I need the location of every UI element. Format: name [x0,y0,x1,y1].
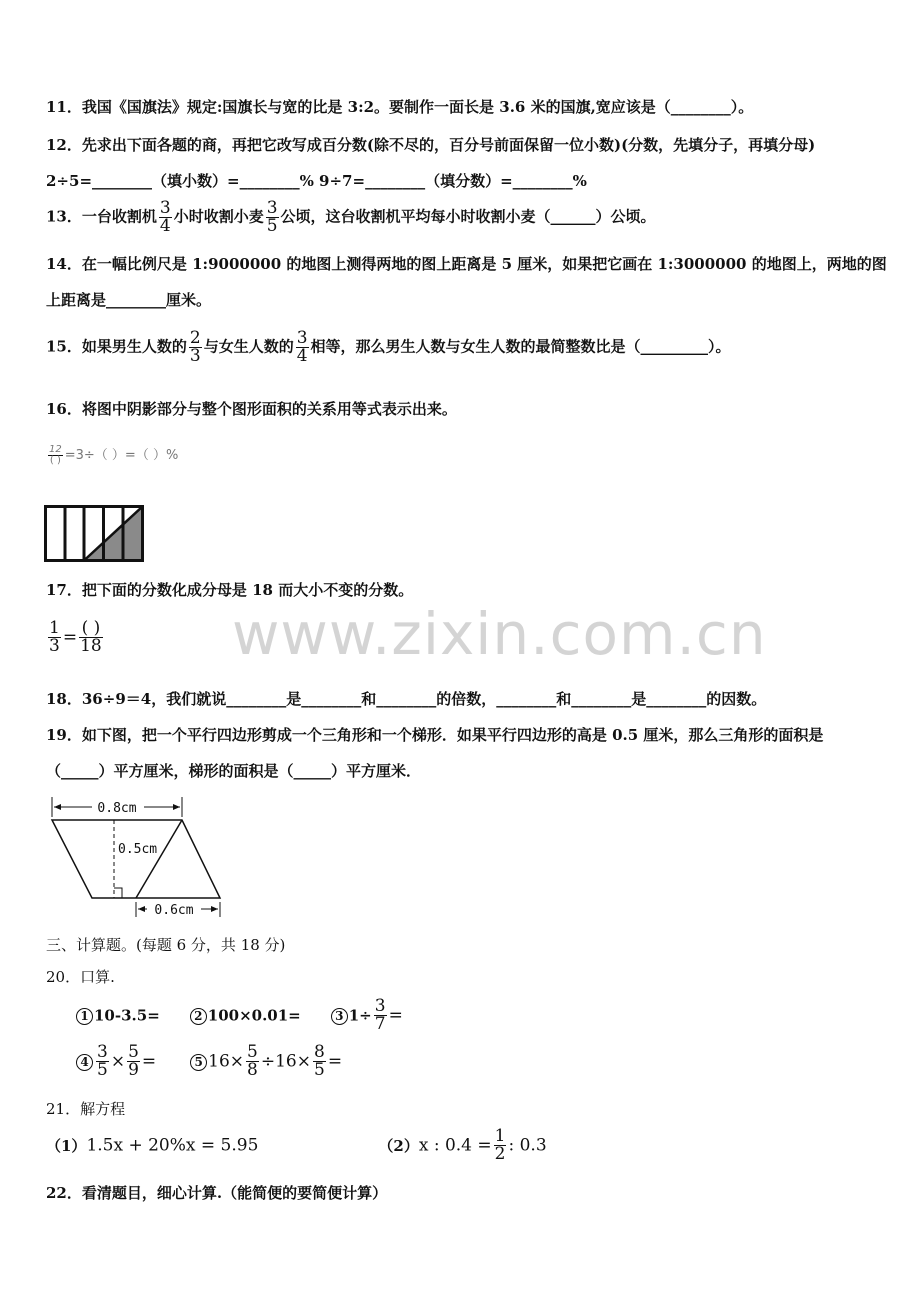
bottom-length-label: 0.6cm [154,903,194,918]
question-16: 16．将图中阴影部分与整个图形面积的关系用等式表示出来。 [46,400,457,418]
question-20: 20．口算. [46,968,115,986]
question-14-line2: 上距离是________厘米。 [46,291,212,309]
q15-fraction-2: $\frac{3}{4}$ [296,328,308,366]
q13-fraction-2: $\frac{3}{5}$ [266,198,278,236]
equation-2-prefix: x : 0.4 = [418,1135,492,1156]
q13-suffix: 公顷，这台收割机平均每小时收割小麦（______）公顷。 [280,207,656,226]
cut-line [136,820,182,898]
equation-1: 1.5x + 20%x = 5.95 [86,1135,259,1156]
question-12-line2: 2÷5=________（填小数）=________% 9÷7=________（填分数）=________% [46,172,587,190]
question-11: 11．我国《国旗法》规定:国旗长与宽的比是 3:2。要制作一面长是 3.6 米的国旗,宽应该是（________）。 [46,98,754,116]
item-1-marker: 1 [76,1008,93,1025]
q13-fraction-1: $\frac{3}{4}$ [159,198,171,236]
question-13 [46,200,656,235]
q17-left-fraction: $\frac{1}{3}$ [49,618,60,656]
q13-mid: 小时收割小麦 [173,207,264,226]
equation-2-label: （2） [378,1137,419,1155]
q15-fraction-1: $\frac{2}{3}$ [189,328,201,366]
item-3-equals: = [388,1005,403,1026]
question-15 [46,330,731,365]
item-4-marker: 4 [76,1054,93,1071]
q17-equation [46,620,105,655]
q16-formula-fraction: $\frac{12}{( )}$ [49,444,62,466]
question-19-line1: 19．如下图，把一个平行四边形剪成一个三角形和一个梯形．如果平行四边形的高是 0.5 厘米，那么三角形的面积是 [46,726,824,744]
item-3-marker: 3 [331,1008,348,1025]
q15-prefix: 15．如果男生人数的 [46,337,187,356]
equation-2-fraction: $\frac{1}{2}$ [494,1126,506,1164]
item-2-expression: 100×0.01= [207,1006,301,1025]
q17-right-fraction: $\frac{( )}{18}$ [80,618,102,656]
item-5-fraction-2: $\frac{8}{5}$ [314,1042,325,1080]
item-4-fraction-1: $\frac{3}{5}$ [97,1042,108,1080]
q13-prefix: 13．一台收割机 [46,207,157,226]
question-21: 21．解方程 [46,1100,126,1118]
q20-row-1 [76,998,403,1033]
question-19-line2: （_____）平方厘米，梯形的面积是（_____）平方厘米． [46,762,422,780]
item-5-equals: = [327,1051,343,1072]
question-12-line1: 12．先求出下面各题的商，再把它改写成百分数(除不尽的，百分号前面保留一位小数)(分数，先填分子，再填分母) [46,136,816,154]
item-4-fraction-2: $\frac{5}{9}$ [128,1042,139,1080]
item-4-equals: = [141,1051,157,1072]
item-5-prefix: 16× [208,1051,245,1072]
q19-parallelogram-figure [44,795,234,923]
equation-1-label: （1） [46,1137,87,1155]
height-label: 0.5cm [118,842,158,857]
watermark: www.zixin.com.cn [232,600,767,668]
q20-row-2 [76,1044,342,1079]
q15-mid: 与女生人数的 [203,337,294,356]
item-5-fraction-1: $\frac{5}{8}$ [247,1042,258,1080]
item-2-marker: 2 [190,1008,207,1025]
q16-formula [46,444,178,466]
top-length-label: 0.8cm [97,801,137,816]
item-1-expression: 10-3.5= [94,1006,160,1025]
q17-equals: = [62,627,78,648]
question-18: 18．36÷9＝4，我们就说________是________和________的倍数，________和________是________的因数。 [46,690,767,708]
q15-suffix: 相等，那么男生人数与女生人数的最简整数比是（_________）。 [310,337,731,356]
question-22: 22．看清题目，细心计算.（能简便的要简便计算） [46,1184,388,1202]
question-17: 17．把下面的分数化成分母是 18 而大小不变的分数。 [46,581,414,599]
q21-equations [46,1128,547,1163]
parallelogram-shape [52,820,220,898]
item-3-prefix: 1÷ [348,1006,372,1025]
item-3-fraction: $\frac{3}{7}$ [374,996,386,1034]
question-14-line1: 14．在一幅比例尺是 1:9000000 的地图上测得两地的图上距离是 5 厘米，如果把它画在 1:3000000 的地图上，两地的图 [46,255,887,273]
item-5-middle: ÷16× [260,1051,311,1072]
equation-2-suffix: : 0.3 [508,1135,547,1156]
item-4-operator: × [110,1051,126,1072]
section-3-heading: 三、计算题。(每题 6 分，共 18 分) [46,936,286,954]
q16-shaded-figure [44,505,146,563]
item-5-marker: 5 [190,1054,207,1071]
q16-formula-rest: =3÷（ ）=（ ）% [64,448,179,463]
